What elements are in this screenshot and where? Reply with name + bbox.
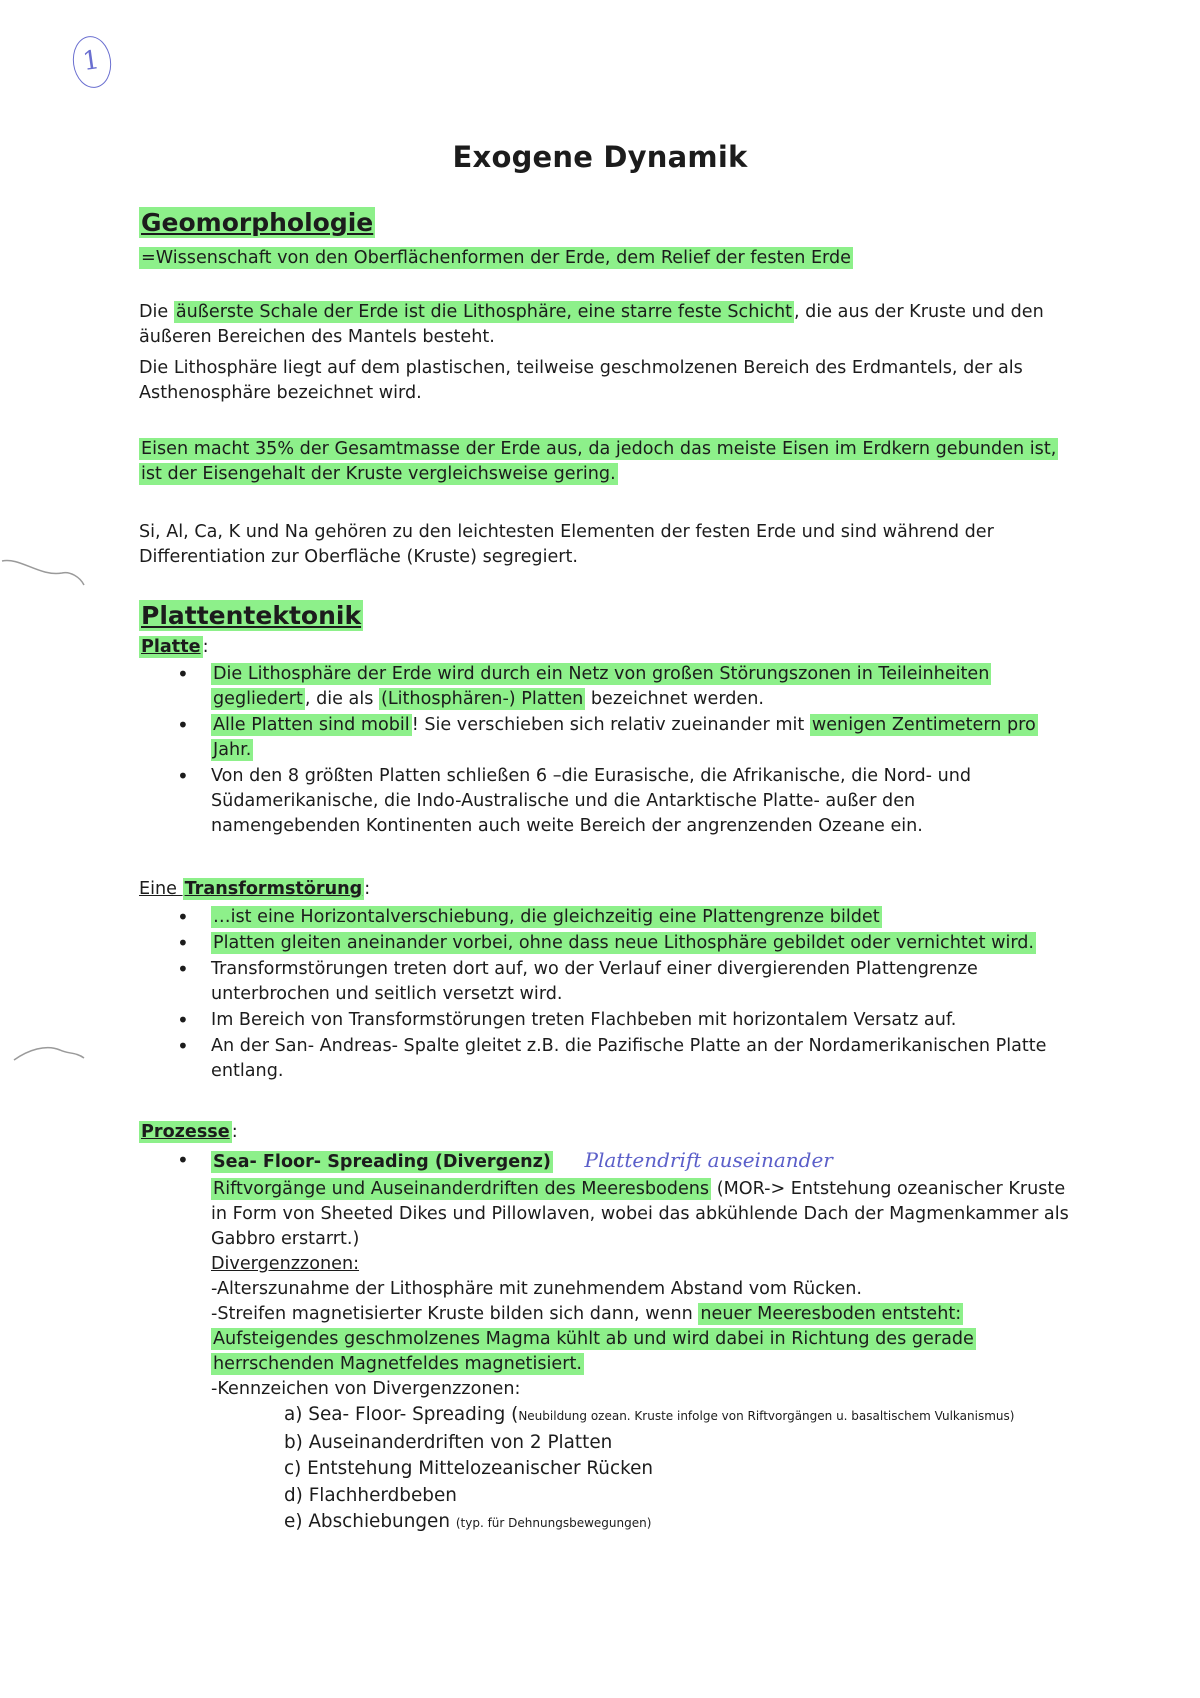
list-item: • An der San- Andreas- Spalte gleitet z.B. die Pazifische Platte an der Nordamerikanischen Platte entlang. [177,1034,1047,1081]
list-item: • Platten gleiten aneinander vorbei, ohne dass neue Lithosphäre gebildet oder vernichtet wird. [177,931,1035,955]
margin-mark-top [0,555,90,595]
heading-plattentektonik: Plattentektonik [141,601,362,630]
kenn-a-small: Neubildung ozean. Kruste infolge von Riftvorgängen u. basaltischem Vulkanismus) [518,1409,1015,1423]
b1-text-b: bezeichnet werden. [585,689,764,709]
paragraph-elements: Si, Al, Ca, K und Na gehören zu den leichtesten Elementen der festen Erde und sind während der Differentiation zur Oberfläche (Kruste) segregiert. [139,522,994,567]
transform-label-a: Eine [139,879,183,899]
page-number-circle [70,34,115,91]
section-geomorphologie [139,208,375,237]
divergenzzonen-label: Divergenzzonen: [211,1254,360,1274]
b3-text: Von den 8 größten Platten schließen 6 –die Eurasische, die Afrikanische, die Nord- und Südamerikanische, die Indo-Australische und die Antarktische Platte- außer den namengebenden Kontinenten auch weite Bereich der angrenzenden Ozeane ein. [211,766,972,836]
kenn-e-main: e) Abschiebungen [284,1511,456,1532]
divergenz-line-2 [139,1302,1079,1377]
transform-colon: : [364,879,371,899]
section-plattentektonik [139,601,363,630]
transform-list [139,905,1079,1085]
heading-geomorphologie: Geomorphologie [141,208,374,237]
transform-item-hl-2: Platten gleiten aneinander vorbei, ohne dass neue Lithosphäre gebildet oder vernichtet wird. [213,933,1035,953]
list-item: • Im Bereich von Transformstörungen treten Flachbeben mit horizontalem Versatz auf. [177,1008,957,1032]
kenn-d-main: d) Flachherdbeben [284,1484,457,1506]
div2-highlight: neuer Meeresboden entsteht: Aufsteigendes geschmolzenes Magma kühlt ab und wird dabei in Richtung des gerade herrschenden Magnetfeldes magnetisiert. [213,1304,974,1374]
list-item [284,1509,1079,1537]
list-item [284,1430,1079,1457]
handwritten-note: Plattendrift auseinander [584,1148,833,1172]
p3-highlight: Eisen macht 35% der Gesamtmasse der Erde aus, da jedoch das meiste Eisen im Erdkern gebunden ist, ist der Eisengehalt der Kruste vergleichsweise gering. [141,439,1057,484]
transform-label [139,877,370,902]
b1-text-a: , die als [304,689,379,709]
definition-text: =Wissenschaft von den Oberflächenformen der Erde, dem Relief der festen Erde [141,248,851,268]
page-number: 1 [80,45,102,78]
prozesse-label-text: Prozesse [141,1122,230,1142]
divergenz-line-1: -Alterszunahme der Lithosphäre mit zunehmendem Abstand vom Rücken. [211,1279,863,1299]
b2-highlight: Alle Platten sind mobil [213,715,410,735]
b1-highlight: Die Lithosphäre der Erde wird durch ein Netz von großen Störungszonen in Teileinheiten gegliedert [213,664,990,709]
kenn-b-main: b) Auseinanderdriften von 2 Platten [284,1431,613,1453]
transform-item-1: Transformstörungen treten dort auf, wo der Verlauf einer divergierenden Plattengrenze unterbrochen und seitlich versetzt wird. [211,959,978,1004]
list-item: • Die Lithosphäre der Erde wird durch ein Netz von großen Störungszonen in Teileinheiten gegliedert , die als (Lithosphären-) Platten bezeichnet werden. [177,662,990,709]
margin-mark-bottom [10,1040,90,1070]
p1-text-b: , die aus der Kruste und den äußeren Bereichen des Mantels besteht. [139,302,1044,347]
paragraph-lithosphere [139,300,1059,350]
paragraph-asthenosphere: Die Lithosphäre liegt auf dem plastischen, teilweise geschmolzenen Bereich des Erdmantels, der als Asthenosphäre bezeichnet wird. [139,358,1023,403]
transform-item-hl-1: …ist eine Horizontalverschiebung, die gleichzeitig eine Plattengrenze bildet [213,907,880,927]
b2-highlight-2: wenigen Zentimetern pro Jahr. [213,715,1036,760]
geomorphologie-definition [139,246,1059,271]
p1-text-a: Die [139,302,174,322]
list-item [284,1456,1079,1483]
list-item [284,1483,1079,1510]
b1-highlight-2: (Lithosphären-) Platten [380,689,584,709]
platte-colon: : [202,637,209,657]
document-title: Exogene Dynamik [452,140,748,174]
sfs-title: Sea- Floor- Spreading (Divergenz) [213,1152,551,1172]
div2-text: -Streifen magnetisierter Kruste bilden sich dann, wenn [211,1304,699,1324]
b2-text-a: ! Sie verschieben sich relativ zueinander mit [411,715,810,735]
prozesse-block [139,1148,1079,1537]
sfs-highlight: Riftvorgänge und Auseinanderdriften des Meeresbodens [213,1179,710,1199]
sfs-item [139,1148,1079,1175]
transform-label-b: Transformstörung [184,879,363,899]
list-item: • Von den 8 größten Platten schließen 6 –die Eurasische, die Afrikanische, die Nord- und Südamerikanische, die Indo-Australische und die Antarktische Platte- außer den namengebenden Kontinenten auch weite Bereich der angrenzenden Ozeane ein. [177,764,972,836]
transform-item-2: Im Bereich von Transformstörungen treten Flachbeben mit horizontalem Versatz auf. [211,1010,957,1030]
bullet: • [177,1148,189,1172]
kennzeichen-label: -Kennzeichen von Divergenzzonen: [211,1379,521,1399]
kenn-c-main: c) Entstehung Mittelozeanischer Rücken [284,1458,654,1479]
list-item [284,1402,1079,1430]
p1-highlight: äußerste Schale der Erde ist die Lithosphäre, eine starre feste Schicht [175,302,792,322]
paragraph-iron [139,437,1059,487]
kennzeichen-list [139,1402,1079,1537]
sfs-rest: (MOR-> Entstehung ozeanischer Kruste in Form von Sheeted Dikes und Pillowlaven, wobei das abkühlende Dach der Magmenkammer als Gabbro erstarrt.) [211,1179,1069,1249]
list-item: • Alle Platten sind mobil ! Sie verschieben sich relativ zueinander mit wenigen Zentimetern pro Jahr. [177,713,1036,760]
platte-list [139,662,1059,840]
list-item: • …ist eine Horizontalverschiebung, die gleichzeitig eine Plattengrenze bildet [177,905,880,929]
platte-label [139,635,209,660]
prozesse-colon: : [231,1122,238,1142]
transform-item-3: An der San- Andreas- Spalte gleitet z.B. die Pazifische Platte an der Nordamerikanischen Platte entlang. [211,1036,1047,1081]
sfs-description [139,1177,1079,1252]
prozesse-label [139,1120,238,1145]
list-item: • Transformstörungen treten dort auf, wo der Verlauf einer divergierenden Plattengrenze unterbrochen und seitlich versetzt wird. [177,957,978,1004]
kenn-a-main: a) Sea- Floor- Spreading ( [284,1404,519,1425]
kenn-e-small: (typ. für Dehnungsbewegungen) [455,1516,652,1530]
platte-label-text: Platte [141,637,201,657]
